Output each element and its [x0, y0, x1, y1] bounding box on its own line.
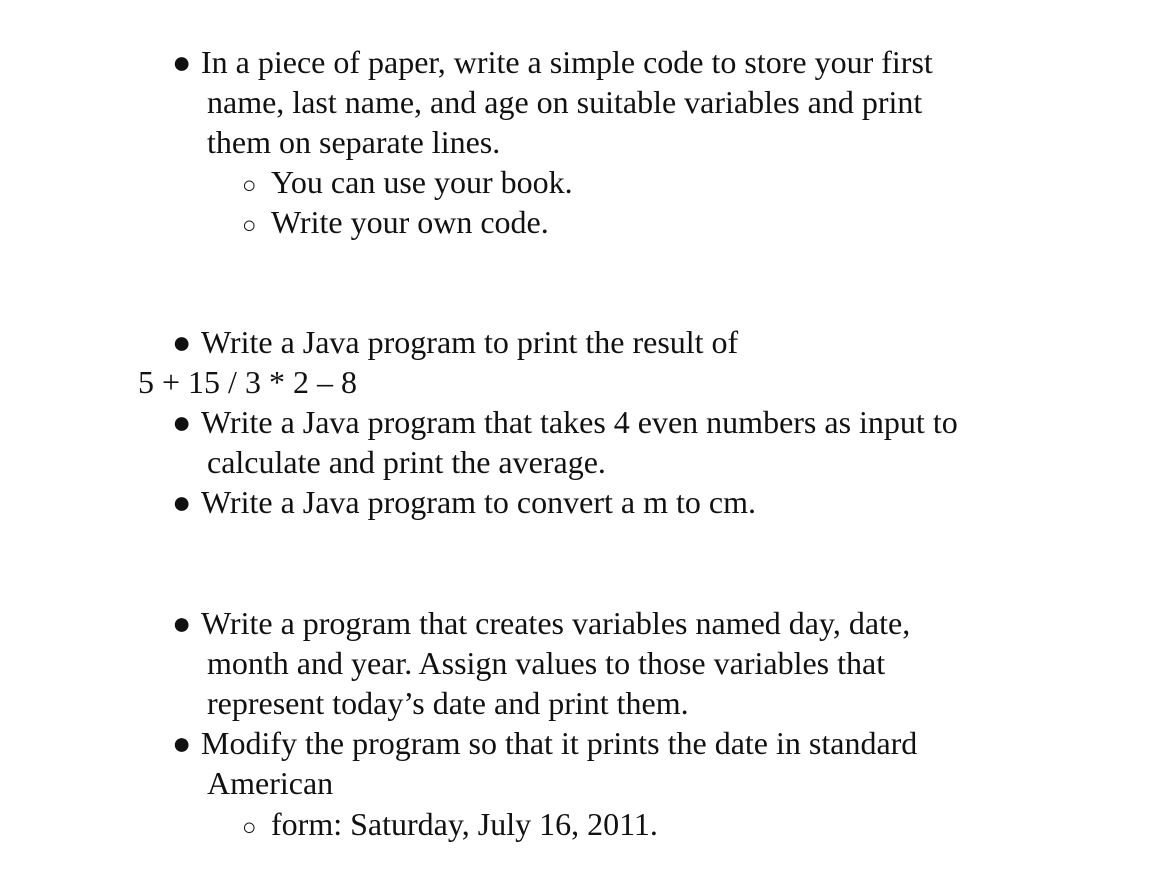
- list-item-continuation: month and year. Assign values to those variables that: [207, 645, 886, 681]
- list-item-continuation: represent today’s date and print them.: [207, 685, 689, 721]
- bullet-icon: ●: [172, 44, 192, 80]
- hollow-bullet-icon: ○: [242, 213, 257, 239]
- list-item-average-even-numbers: [172, 402, 958, 442]
- sub-list-item-own-code: [242, 202, 549, 246]
- math-expression: 5 + 15 / 3 * 2 – 8: [138, 364, 357, 400]
- list-item-text: Write a program that creates variables named day, date,: [201, 605, 911, 641]
- list-item-continuation: calculate and print the average.: [207, 444, 606, 480]
- bullet-icon: ●: [172, 404, 192, 440]
- list-item-continuation: name, last name, and age on suitable variables and print: [207, 84, 923, 120]
- bullet-icon: ●: [172, 484, 192, 520]
- list-item-text: Write a Java program that takes 4 even numbers as input to: [201, 404, 958, 440]
- list-item-continuation: American: [207, 765, 334, 801]
- hollow-bullet-icon: ○: [242, 173, 257, 199]
- sub-list-item-text: form: Saturday, July 16, 2011.: [271, 806, 658, 842]
- list-item-text: Modify the program so that it prints the date in standard: [201, 725, 918, 761]
- bullet-icon: ●: [172, 605, 192, 641]
- list-item-text: In a piece of paper, write a simple code to store your first: [201, 44, 933, 80]
- bullet-icon: ●: [172, 324, 192, 360]
- hollow-bullet-icon: ○: [242, 815, 257, 841]
- sub-list-item-text: You can use your book.: [271, 164, 573, 200]
- list-item-text: Write a Java program to convert a m to cm.: [201, 484, 756, 520]
- sub-list-item-text: Write your own code.: [271, 204, 549, 240]
- sub-list-item-date-form: [242, 804, 658, 848]
- bullet-icon: ●: [172, 725, 192, 761]
- sub-list-item-use-book: [242, 162, 573, 206]
- list-item-text: Write a Java program to print the result of: [201, 324, 739, 360]
- list-item-date-variables: [172, 603, 910, 643]
- list-item-modify-program: [172, 723, 917, 763]
- list-item-convert-m-to-cm: [172, 482, 756, 522]
- list-item-store-name-age: [172, 42, 933, 82]
- list-item-continuation: them on separate lines.: [207, 124, 501, 160]
- list-item-print-result: [172, 322, 738, 362]
